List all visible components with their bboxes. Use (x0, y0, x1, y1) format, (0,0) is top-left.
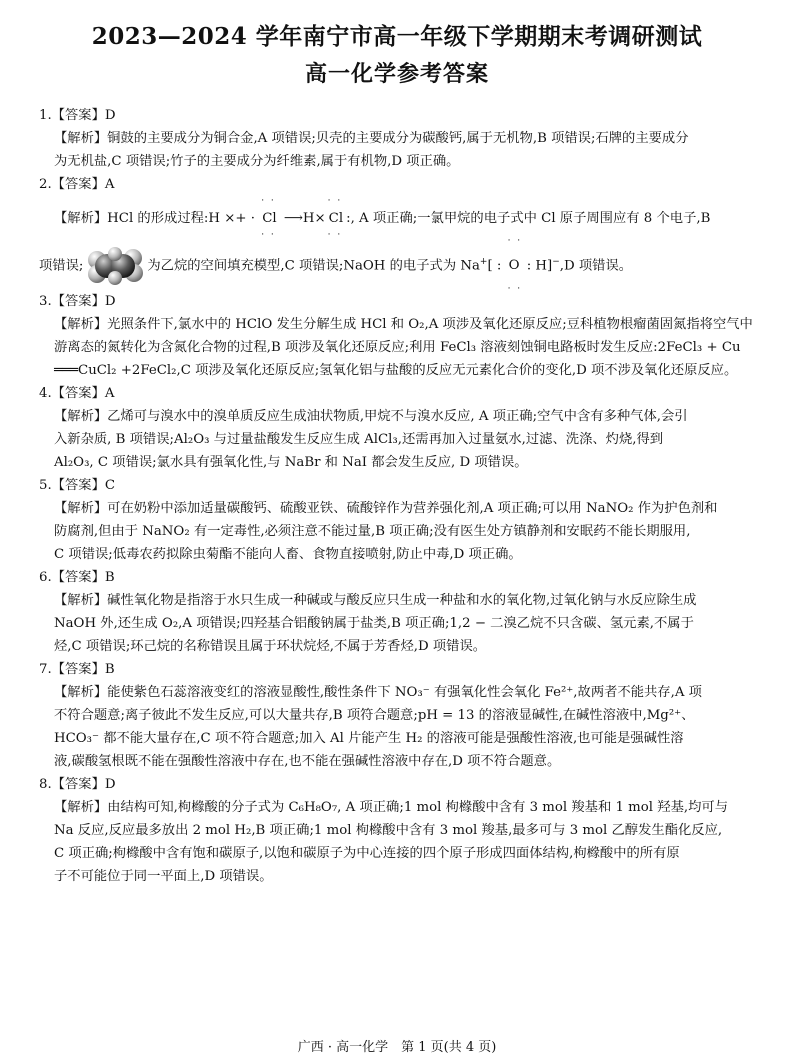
question-6 (39, 566, 761, 658)
reaction-arrow: ⟶H (279, 211, 315, 226)
chlorine-symbol: Cl (262, 211, 277, 226)
explanation-line: 【解析】碱性氧化物是指溶于水只生成一种碱或与酸反应只生成一种盐和水的氧化物,过氧化钠与水反应除生成 (54, 593, 697, 608)
explanation-text: [ : (487, 258, 506, 274)
answer-line: 2.【答案】A (39, 177, 115, 192)
ethane-space-filling-model-image (85, 246, 145, 286)
explanation-line: 【解析】光照条件下,氯水中的 HClO 发生分解生成 HCl 和 O₂,A 项涉及氧化还原反应;豆科植物根瘤菌固氮指将空气中 (54, 317, 753, 332)
explanation-text: 项错误; (39, 258, 84, 274)
explanation-line: 液,碳酸氢根既不能在强酸性溶液中存在,也不能在强碱性溶液中存在,D 项不符合题意。 (54, 754, 561, 769)
question-8 (39, 773, 761, 888)
explanation-line: 【解析】乙烯可与溴水中的溴单质反应生成油状物质,甲烷不与溴水反应, A 项正确;空气中含有多种气体,会引 (54, 409, 688, 424)
explanation-line: NaOH 外,还生成 O₂,A 项错误;四羟基合铝酸钠属于盐类,B 项正确;1,2 − 二溴乙烷不只含碳、氢元素,不属于 (54, 616, 694, 631)
explanation-line: 【解析】铜鼓的主要成分为铜合金,A 项错误;贝壳的主要成分为碳酸钙,属于无机物,B 项错误;石牌的主要成分 (54, 131, 689, 146)
electron-dots: · · (507, 284, 523, 295)
explanation-line: 游离态的氮转化为含氮化合物的过程,B 项涉及氧化还原反应;利用 FeCl₃ 溶液刻蚀铜电路板时发生反应:2FeCl₃ + Cu (54, 340, 741, 355)
electron-dots: · · (261, 196, 276, 206)
answer-line: 6.【答案】B (39, 570, 115, 585)
question-4 (39, 382, 761, 474)
chlorine-symbol: Cl (328, 211, 344, 226)
electron-dots: · · (507, 236, 523, 247)
oxygen-lewis-symbol (506, 236, 523, 295)
question-2 (39, 173, 761, 295)
exam-title: 2023—2024 学年南宁市高一年级下学期期末考调研测试 (91, 23, 703, 50)
answer-line: 3.【答案】D (39, 294, 116, 309)
explanation-line: 子不可能位于同一平面上,D 项错误。 (54, 869, 273, 884)
answer-key-body (39, 104, 761, 888)
question-7 (39, 658, 761, 773)
answer-line: 7.【答案】B (39, 662, 115, 677)
explanation-line: 防腐剂,但由于 NaNO₂ 有一定毒性,必须注意不能过量,B 项正确;没有医生处方镇静剂和安眠药不能长期服用, (54, 524, 691, 539)
page-footer: 广西 · 高一化学 第 1 页(共 4 页) (297, 1040, 497, 1055)
answer-line: 8.【答案】D (39, 777, 116, 792)
explanation-line: Al₂O₃, C 项错误;氯水具有强氧化性,与 NaBr 和 NaI 都会发生反应, D 项错误。 (54, 455, 528, 470)
explanation-text: : H] (522, 258, 553, 274)
explanation-text: 为乙烷的空间填充模型,C 项错误;NaOH 的电子式为 Na (147, 258, 480, 274)
answer-line: 1.【答案】D (39, 108, 116, 123)
answer-line: 4.【答案】A (39, 386, 115, 401)
explanation-line: 为无机盐,C 项错误;竹子的主要成分为纤维素,属于有机物,D 项正确。 (54, 154, 460, 169)
electron-dots: · · (327, 196, 343, 206)
explanation-line (39, 196, 761, 240)
explanation-line: HCO₃⁻ 都不能大量存在,C 项不符合题意;加入 Al 片能产生 H₂ 的溶液可能是强酸性溶液,也可能是强碱性溶 (54, 731, 684, 746)
charge-superscript: − (552, 257, 560, 267)
explanation-line: 入新杂质, B 项错误;Al₂O₃ 与过量盐酸发生反应生成 AlCl₃,还需再加入过量氨水,过滤、洗涤、灼烧,得到 (54, 432, 664, 447)
explanation-line: Na 反应,反应最多放出 2 mol H₂,B 项正确;1 mol 枸橼酸中含有 3 mol 羧基,最多可与 3 mol 乙醇发生酯化反应, (54, 823, 723, 838)
charge-superscript: + (479, 257, 488, 267)
exam-subtitle: 高一化学参考答案 (304, 61, 489, 87)
answer-line: 5.【答案】C (39, 478, 116, 493)
explanation-line: 【解析】由结构可知,枸橼酸的分子式为 C₆H₈O₇, A 项正确;1 mol 枸橼酸中含有 3 mol 羧基和 1 mol 羟基,均可与 (54, 800, 728, 815)
electron-dots: · · (327, 230, 343, 240)
electron-dots: · · (261, 230, 276, 240)
chlorine-lewis-symbol (326, 196, 346, 240)
explanation-line: 【解析】可在奶粉中添加适量碳酸钙、硫酸亚铁、硫酸锌作为营养强化剂,A 项正确;可以用 NaNO₂ 作为护色剂和 (54, 501, 718, 516)
explanation-text: 【解析】HCl 的形成过程:H ×+ · (54, 211, 260, 226)
explanation-line: ═══CuCl₂ +2FeCl₂,C 项涉及氧化还原反应;氢氧化铝与盐酸的反应无元素化合价的变化,D 项不涉及氧化还原反应。 (54, 363, 738, 378)
explanation-line (39, 236, 761, 295)
question-3 (39, 290, 761, 382)
chlorine-lewis-symbol (259, 196, 279, 240)
question-1 (39, 104, 761, 173)
explanation-text: :, A 项正确;一氯甲烷的电子式中 Cl 原子周围应有 8 个电子,B (346, 211, 711, 226)
explanation-line: 烃,C 项错误;环己烷的名称错误且属于环状烷烃,不属于芳香烃,D 项错误。 (54, 639, 487, 654)
explanation-line: C 项错误;低毒农药拟除虫菊酯不能向人畜、食物直接喷射,防止中毒,D 项正确。 (54, 547, 522, 562)
explanation-text: ,D 项错误。 (559, 258, 633, 274)
explanation-line: 不符合题意;离子彼此不发生反应,可以大量共存,B 项符合题意;pH = 13 的溶液显碱性,在碱性溶液中,Mg²⁺、 (54, 708, 695, 723)
explanation-line: C 项正确;枸橼酸中含有饱和碳原子,以饱和碳原子为中心连接的四个原子形成四面体结构,枸橼酸中的所有原 (54, 846, 680, 861)
explanation-line: 【解析】能使紫色石蕊溶液变红的溶液显酸性,酸性条件下 NO₃⁻ 有强氧化性会氧化 Fe²⁺,故两者不能共存,A 项 (54, 685, 702, 700)
oxygen-symbol: O (508, 258, 520, 274)
shared-electron-mark: × (314, 211, 326, 226)
question-5 (39, 474, 761, 566)
